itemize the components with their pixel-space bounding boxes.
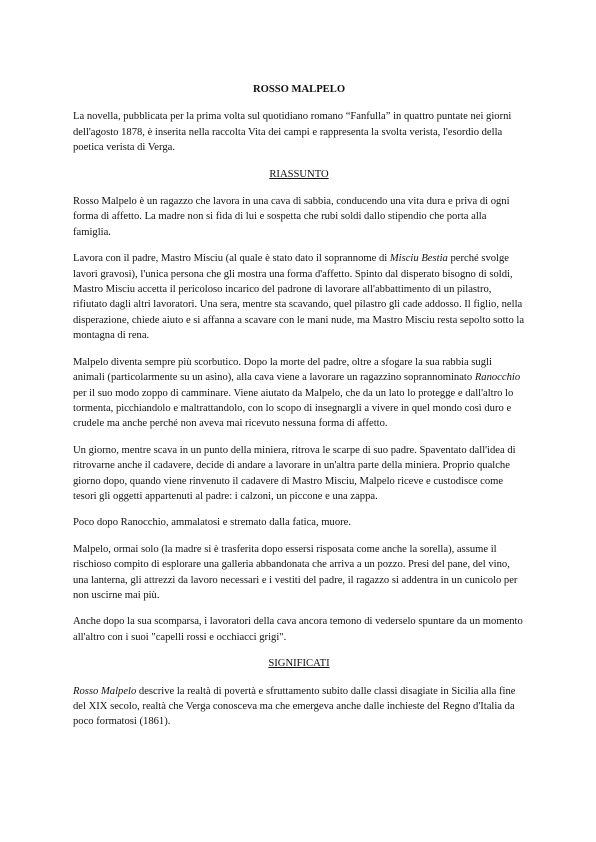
- meaning-heading: SIGNIFICATI: [268, 658, 330, 670]
- summary-paragraph-2: [73, 251, 525, 343]
- italic-title: Rosso Malpelo: [73, 685, 137, 697]
- summary-paragraph-3: [73, 355, 525, 432]
- text-segment: per il suo modo zoppo di camminare. Viene aiutato da Malpelo, che da un lato lo protegge e dall'altro lo tormenta, picchiandolo e maltrattandolo, con lo scopo di insegnargli a vivere in quel mondo così duro e crudele ma anche perché non aveva mai ricevuto nessuna forma di affetto.: [73, 387, 514, 430]
- italic-nickname: Ranocchio: [474, 372, 521, 384]
- summary-paragraph-1: Rosso Malpelo è un ragazzo che lavora in una cava di sabbia, conducendo una vita dura e priva di ogni forma di affetto. La madre non si fida di lui e sospetta che rubi soldi dallo stipendio che porta alla famiglia.: [73, 196, 510, 238]
- summary-heading: RIASSUNTO: [269, 168, 329, 180]
- document-title: ROSSO MALPELO: [252, 84, 346, 95]
- text-segment: Malpelo diventa sempre più scorbutico. Dopo la morte del padre, oltre a sfogare la sua rabbia sugli animali (particolarmente su un asino), alla cava viene a lavorare un ragazzino soprannominato: [73, 356, 492, 384]
- meaning-paragraph-1: [73, 684, 525, 730]
- text-segment: perché svolge lavori gravosi), l'unica persona che gli mostra una forma d'affetto. Spinto dal disperato bisogno di soldi, Mastro Misciu accetta il pericoloso incarico del padrone di lavorare all'abbattimento di un pilastro, rifiutato dagli altri lavoratori. Una sera, mentre sta scavando, quel pilastro gli cade addosso. Il figlio, nella disperazione, chiede aiuto e si affanna a scavare con le mani nude, ma Mastro Misciu resta sepolto sotto la montagna di rena.: [73, 253, 525, 342]
- summary-paragraph-7: Anche dopo la sua scomparsa, i lavoratori della cava ancora temono di vederselo spuntare da un momento all'altro con i suoi "capelli rossi e occhiacci grigi".: [73, 616, 523, 643]
- text-segment: descrive la realtà di povertà e sfruttamento subito dalle classi disagiate in Sicilia alla fine del XIX secolo, realtà che Verga conosceva ma che emergeva anche dalle inchieste del Regno d'Italia da poco formatosi (1861).: [73, 685, 516, 728]
- summary-paragraph-6: Malpelo, ormai solo (la madre si è trasferita dopo essersi risposata come anche la sorella), assume il rischioso compito di esplorare una galleria abbandonata che arriva a un pozzo. Presi del pane, del vino, una lanterna, gli attrezzi da lavoro necessari e i vestiti del padre, il ragazzo si addentra in un cunicolo per non uscirne mai più.: [73, 543, 518, 601]
- document-page: [73, 82, 525, 741]
- summary-paragraph-4: Un giorno, mentre scava in un punto della miniera, ritrova le scarpe di suo padre. Spaventato dall'idea di ritrovarne anche il cadavere, decide di andare a lavorare in un'altra parte della miniera. Proprio qualche giorno dopo, quando viene rinvenuto il cadavere di Mastro Misciu, Malpelo riceve e custodisce come tesori gli oggetti appartenuti al padre: i calzoni, un piccone e una zappa.: [73, 444, 516, 502]
- italic-nickname: Misciu Bestia: [389, 253, 448, 265]
- text-segment: Lavora con il padre, Mastro Misciu (al quale è stato dato il soprannome di: [73, 253, 390, 265]
- intro-paragraph: La novella, pubblicata per la prima volta sul quotidiano romano “Fanfulla” in quattro puntate nei giorni dell'agosto 1878, è inserita nella raccolta Vita dei campi e rappresenta la svolta verista, l'esordio della poetica verista di Verga.: [73, 111, 512, 154]
- summary-paragraph-5: Poco dopo Ranocchio, ammalatosi e stremato dalla fatica, muore.: [73, 517, 351, 529]
